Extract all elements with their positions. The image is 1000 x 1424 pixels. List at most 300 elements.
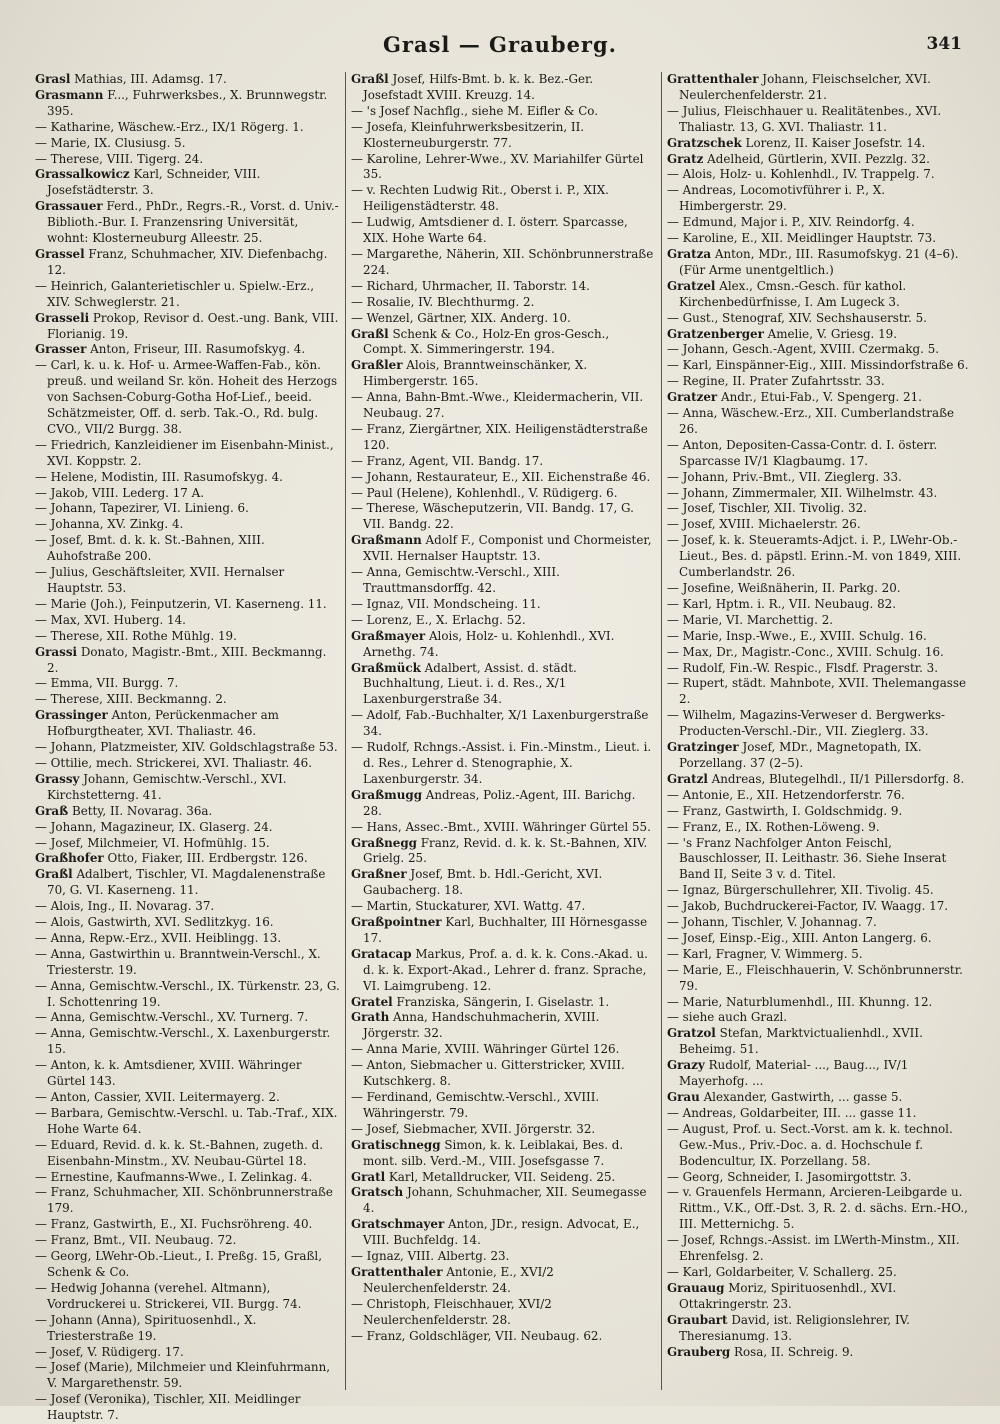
entry-details: — Alois, Holz- u. Kohlenhdl., IV. Trappelg. 7. (667, 167, 935, 182)
directory-entry (35, 979, 340, 1011)
directory-entry (35, 804, 340, 820)
entry-surname: Grasseli (35, 310, 90, 325)
entry-surname: Gratel (351, 994, 393, 1009)
entry-details: — Anna, Wäschew.-Erz., XII. Cumberlandstraße 26. (667, 406, 955, 436)
column-3 (662, 72, 978, 1390)
entry-details: — Franz, Schuhmacher, XII. Schönbrunnerstraße 179. (35, 1185, 333, 1216)
entry-details: — Rosalie, IV. Blechthurmg. 2. (351, 294, 535, 309)
directory-entry (351, 740, 656, 788)
entry-details: — Therese, VIII. Tigerg. 24. (35, 151, 204, 166)
directory-entry (35, 88, 340, 120)
directory-entry (667, 215, 973, 231)
entry-surname: Grazy (667, 1058, 705, 1073)
directory-entry (35, 772, 340, 804)
entry-details: — Therese, XIII. Beckmanng. 2. (35, 692, 227, 707)
directory-entry (667, 152, 973, 168)
entry-details: Andreas, Blutegelhdl., II/1 Pillersdorfg. 8. (711, 771, 965, 786)
entry-details: — Helene, Modistin, III. Rasumofskyg. 4. (35, 469, 283, 484)
entry-surname: Graßnegg (351, 835, 417, 850)
directory-entry (667, 1090, 973, 1106)
entry-details: — Josef, Rchngs.-Assist. im LWerth-Minstm., XII. Ehrenfelsg. 2. (667, 1233, 960, 1264)
entry-details: — Lorenz, E., X. Erlachg. 52. (351, 612, 526, 627)
directory-entry (35, 597, 340, 613)
directory-entry (35, 279, 340, 311)
directory-entry (351, 422, 656, 454)
entry-surname: Gratzl (667, 771, 708, 786)
entry-details: — Friedrich, Kanzleidiener im Eisenbahn-Minist., XVI. Koppstr. 2. (35, 437, 334, 468)
entry-details: Karl, Schneider, VIII. Josefstädterstr. 3. (47, 167, 261, 198)
entry-surname: Grau (667, 1090, 700, 1104)
entry-surname: Grattenthaler (351, 1264, 443, 1279)
entry-details: — Marie (Joh.), Feinputzerin, VI. Kaserneng. 11. (35, 596, 327, 611)
directory-entry (35, 708, 340, 740)
directory-entry (351, 613, 656, 629)
directory-entry (667, 613, 973, 629)
entry-details: Johann, Fleischselcher, XVI. Neulerchenfelderstr. 21. (679, 72, 931, 102)
entry-details: — Franz, E., IX. Rothen-Löweng. 9. (667, 819, 880, 834)
directory-entry (35, 247, 340, 279)
page-number: 341 (926, 34, 962, 54)
entry-details: — Margarethe, Näherin, XII. Schönbrunnerstraße 224. (351, 246, 654, 277)
entry-details: — Alois, Ing., II. Novarag. 37. (35, 899, 215, 914)
entry-details: — Johann, Zimmermaler, XII. Wilhelmstr. 43. (667, 485, 938, 500)
entry-details: — Johann, Restaurateur, E., XII. Eichenstraße 46. (351, 469, 651, 484)
directory-entry (667, 836, 973, 884)
entry-details: Adalbert, Tischler, VI. Magdalenenstraße 70, G. VI. Kaserneng. 11. (47, 867, 326, 898)
column-2 (346, 72, 662, 1390)
entry-surname: Grath (351, 1010, 390, 1025)
directory-entry (667, 183, 973, 215)
entry-details: — Anton, k. k. Amtsdiener, XVIII. Währinger Gürtel 143. (35, 1058, 302, 1089)
directory-entry (35, 1010, 340, 1026)
entry-details: Prokop, Revisor d. Oest.-ung. Bank, VIII. Florianig. 19. (47, 310, 339, 341)
directory-entry (351, 629, 656, 661)
entry-details: — Josef, Bmt. d. k. k. St.-Bahnen, XIII. Auhofstraße 200. (35, 533, 265, 564)
directory-entry (35, 470, 340, 486)
directory-entry (667, 342, 973, 358)
entry-details: — siehe auch Grazl. (667, 1010, 788, 1025)
entry-surname: Gratzol (667, 1026, 716, 1041)
entry-details: — Anton, Cassier, XVII. Leitermayerg. 2. (35, 1090, 280, 1104)
entry-surname: Graßler (351, 358, 403, 373)
entry-details: Ferd., PhDr., Regrs.-R., Vorst. d. Univ.-Biblioth.-Bur. I. Franzensring Universität, wohnt: Klosterneuburg Alleestr. 25. (47, 199, 339, 246)
entry-details: — Anton, Siebmacher u. Gitterstricker, XVIII. Kutschkerg. 8. (351, 1058, 625, 1089)
directory-entry (667, 533, 973, 581)
entry-details: — Regine, II. Prater Zufahrtsstr. 33. (667, 374, 885, 389)
directory-entry (351, 1090, 656, 1122)
directory-entry (667, 390, 973, 406)
directory-entry (351, 788, 656, 820)
entry-surname: Gratzinger (667, 740, 739, 755)
entry-surname: Grassinger (35, 708, 108, 723)
entry-surname: Grassy (35, 771, 80, 786)
entry-surname: Grasser (35, 342, 87, 357)
page-title: Grasl — Grauberg. (382, 32, 617, 57)
entry-details: Anton, JDr., resign. Advocat, E., VIII. Buchfeldg. 14. (363, 1217, 640, 1248)
entry-details: — Johann, Tischler, V. Johannag. 7. (667, 915, 877, 930)
directory-entry (667, 597, 973, 613)
entry-details: — Josef, Tischler, XII. Tivolig. 32. (667, 501, 867, 516)
entry-details: — Therese, XII. Rothe Mühlg. 19. (35, 628, 237, 643)
entry-surname: Graßl (351, 72, 389, 86)
entry-surname: Graßl (351, 326, 389, 341)
entry-details: — Karoline, E., XII. Meidlinger Hauptstr. 73. (667, 231, 937, 246)
directory-entry (351, 215, 656, 247)
entry-details: Anton, MDr., III. Rasumofskyg. 21 (4–6). (Für Arme unentgeltlich.) (679, 246, 959, 277)
directory-entry (35, 486, 340, 502)
directory-entry (351, 947, 656, 995)
directory-entry (351, 152, 656, 184)
entry-details: — Josefa, Kleinfuhrwerksbesitzerin, II. Klosterneuburgerstr. 77. (351, 119, 585, 150)
directory-entry (351, 486, 656, 502)
entry-details: — Ernestine, Kaufmanns-Wwe., I. Zelinkag. 4. (35, 1169, 313, 1184)
entry-details: — Ignaz, VII. Mondscheing. 11. (351, 596, 541, 611)
directory-entry (351, 104, 656, 120)
entry-surname: Gratzenberger (667, 326, 764, 341)
directory-entry (667, 104, 973, 136)
entry-details: — Marie, VI. Marchettig. 2. (667, 612, 834, 627)
directory-entry (667, 740, 973, 772)
entry-details: — August, Prof. u. Sect.-Vorst. am k. k. technol. Gew.-Mus., Priv.-Doc. a. d. Hochschule f. Bodencultur, IX. Porzellang. 58. (667, 1121, 953, 1168)
entry-details: — Georg, LWehr-Ob.-Lieut., I. Preßg. 15, Graßl, Schenk & Co. (35, 1249, 322, 1279)
entry-surname: Graßmugg (351, 787, 423, 802)
entry-details: Anna, Handschuhmacherin, XVIII. Jörgerstr. 32. (363, 1010, 600, 1041)
entry-details: — Rupert, städt. Mahnbote, XVII. Thelemangasse 2. (667, 676, 967, 707)
directory-entry (667, 247, 973, 279)
entry-surname: Graßpointner (351, 915, 442, 930)
directory-entry (667, 947, 973, 963)
directory-entry (351, 1185, 656, 1217)
entry-surname: Graßhofer (35, 851, 104, 866)
directory-entry (35, 947, 340, 979)
directory-entry (35, 311, 340, 343)
entry-details: — Wilhelm, Magazins-Verweser d. Bergwerks-Producten-Verschl.-Dir., VII. Zieglerg. 33. (667, 708, 946, 739)
directory-entry (351, 1297, 656, 1329)
directory-entry (667, 963, 973, 995)
directory-entry (35, 740, 340, 756)
directory-entry (667, 931, 973, 947)
directory-entry (35, 136, 340, 152)
directory-entry (351, 501, 656, 533)
directory-entry (667, 708, 973, 740)
directory-entry (351, 995, 656, 1011)
entry-details: — Johann, Magazineur, IX. Glaserg. 24. (35, 819, 273, 834)
entry-details: Donato, Magistr.-Bmt., XIII. Beckmanng. 2. (47, 644, 327, 675)
entry-details: — 's Franz Nachfolger Anton Feischl, Bauschlosser, II. Leithastr. 36. Siehe Inserat Band II, Seite 3 v. d. Titel. (667, 835, 947, 882)
directory-entry (667, 1122, 973, 1170)
entry-details: — Katharine, Wäschew.-Erz., IX/1 Rögerg. 1. (35, 119, 304, 134)
entry-surname: Gratschmayer (351, 1217, 445, 1232)
directory-entry (351, 1042, 656, 1058)
entry-details: — Gust., Stenograf, XIV. Sechshauserstr. 5. (667, 310, 927, 325)
directory-entry (35, 613, 340, 629)
directory-entry (35, 1392, 340, 1424)
entry-details: — Eduard, Revid. d. k. k. St.-Bahnen, zugeth. d. Eisenbahn-Minstm., XV. Neubau-Gürtel 18. (35, 1137, 324, 1168)
entry-details: — Andreas, Goldarbeiter, III. ... gasse 11. (667, 1105, 917, 1120)
entry-details: — Josef, Einsp.-Eig., XIII. Anton Langerg. 6. (667, 930, 932, 945)
directory-entry (667, 1106, 973, 1122)
entry-surname: Gratza (667, 246, 712, 261)
directory-entry (667, 645, 973, 661)
directory-entry (351, 915, 656, 947)
entry-details: — Paul (Helene), Kohlenhdl., V. Rüdigerg. 6. (351, 485, 618, 500)
entry-details: — Ludwig, Amtsdiener d. I. österr. Sparcasse, XIX. Hohe Warte 64. (351, 215, 628, 246)
directory-entry (351, 820, 656, 836)
entry-details: — Johann, Gesch.-Agent, XVIII. Czermakg. 5. (667, 342, 940, 357)
directory-entry (35, 438, 340, 470)
entry-details: F..., Fuhrwerksbes., X. Brunnwegstr. 395. (47, 87, 328, 118)
entry-details: Simon, k. k. Leiblakai, Bes. d. mont. silb. Verd.-M., VIII. Josefsgasse 7. (363, 1137, 624, 1168)
entry-details: — 's Josef Nachflg., siehe M. Eifler & Co. (351, 103, 599, 118)
directory-entry (351, 358, 656, 390)
entry-details: — Johanna, XV. Zinkg. 4. (35, 517, 184, 532)
directory-entry (667, 311, 973, 327)
directory-entry (667, 629, 973, 645)
entry-details: Amelie, V. Griesg. 19. (767, 326, 898, 341)
directory-entry (351, 1058, 656, 1090)
directory-entry (351, 327, 656, 359)
entry-details: — Ignaz, VIII. Albertg. 23. (351, 1249, 510, 1264)
directory-entry (667, 358, 973, 374)
entry-details: Betty, II. Novarag. 36a. (71, 803, 213, 818)
entry-details: Schenk & Co., Holz-En gros-Gesch., Compt. X. Simmeringerstr. 194. (363, 326, 610, 357)
entry-details: — Josef, V. Rüdigerg. 17. (35, 1344, 184, 1359)
directory-entry (351, 295, 656, 311)
directory-entry (667, 470, 973, 486)
entry-details: — Anna Marie, XVIII. Währinger Gürtel 126. (351, 1042, 620, 1057)
directory-entry (351, 183, 656, 215)
directory-entry (667, 820, 973, 836)
entry-details: — Karoline, Lehrer-Wwe., XV. Mariahilfer Gürtel 35. (351, 151, 644, 182)
entry-details: — Marie, IX. Clusiusg. 5. (35, 135, 186, 150)
entry-surname: Gratzschek (667, 135, 742, 150)
entry-details: — Max, Dr., Magistr.-Conc., XVIII. Schulg. 16. (667, 644, 944, 659)
directory-entry (35, 565, 340, 597)
entry-surname: Grasl (35, 72, 71, 86)
entry-details: Franz, Revid. d. k. k. St.-Bahnen, XIV. Grielg. 25. (363, 835, 648, 866)
entry-details: — Rudolf, Fin.-W. Respic., Flsdf. Pragerstr. 3. (667, 660, 939, 675)
entry-details: — Johann, Tapezirer, VI. Linieng. 6. (35, 501, 249, 516)
directory-entry (351, 708, 656, 740)
entry-details: Antonie, E., XVI/2 Neulerchenfelderstr. 24. (363, 1264, 554, 1295)
entry-surname: Gratischnegg (351, 1137, 441, 1152)
directory-entry (667, 231, 973, 247)
entry-details: Josef, MDr., Magnetopath, IX. Porzellang. 37 (2–5). (679, 740, 922, 770)
directory-entry (35, 820, 340, 836)
entry-details: Otto, Fiaker, III. Erdbergstr. 126. (107, 851, 308, 866)
directory-entry (667, 374, 973, 390)
entry-details: — Hedwig Johanna (verehel. Altmann), Vordruckerei u. Strickerei, VII. Burgg. 74. (35, 1280, 302, 1311)
entry-details: Anton, Perückenmacher am Hofburgtheater, XVI. Thaliastr. 46. (47, 708, 279, 739)
entry-details: — Jakob, Buchdruckerei-Factor, IV. Waagg. 17. (667, 899, 949, 914)
directory-entry (35, 645, 340, 677)
directory-entry (351, 533, 656, 565)
directory-entry (351, 836, 656, 868)
directory-entry (667, 406, 973, 438)
directory-entry (35, 676, 340, 692)
directory-entry (35, 72, 340, 88)
entry-surname: Gratacap (351, 946, 412, 961)
directory-entry (35, 1281, 340, 1313)
entry-details: — Karl, Goldarbeiter, V. Schallerg. 25. (667, 1264, 897, 1279)
columns (30, 72, 978, 1423)
entry-details: — Johann, Priv.-Bmt., VII. Zieglerg. 33. (667, 469, 902, 484)
directory-entry (35, 931, 340, 947)
directory-entry (35, 358, 340, 438)
entry-details: Franziska, Sängerin, I. Giselastr. 1. (396, 994, 610, 1009)
entry-details: — Josef, Siebmacher, XVII. Jörgerstr. 32. (351, 1121, 596, 1136)
entry-details: David, ist. Religionslehrer, IV. Theresianumg. 13. (679, 1312, 910, 1343)
directory-entry (35, 1106, 340, 1138)
entry-details: Adalbert, Assist. d. städt. Buchhaltung, Lieut. i. d. Res., X/1 Laxenburgerstraße 34. (363, 660, 577, 707)
page-header (0, 28, 1000, 62)
entry-details: Alois, Branntweinschänker, X. Himbergerstr. 165. (363, 358, 588, 389)
entry-details: — Anna, Gastwirthin u. Branntwein-Verschl., X. Triesterstr. 19. (35, 946, 321, 977)
entry-surname: Graß (35, 803, 69, 818)
entry-details: — Rudolf, Rchngs.-Assist. i. Fin.-Minstm., Lieut. i. d. Res., Lehrer d. Stenographie, X. Laxenburgerstr. 34. (351, 740, 652, 786)
directory-entry (351, 390, 656, 422)
entry-surname: Grassel (35, 246, 85, 261)
directory-entry (35, 629, 340, 645)
directory-entry (351, 120, 656, 152)
entry-details: — Barbara, Gemischtw.-Verschl. u. Tab.-Traf., XIX. Hohe Warte 64. (35, 1105, 338, 1136)
directory-entry (351, 597, 656, 613)
entry-surname: Grauaug (667, 1280, 725, 1295)
entry-details: Adelheid, Gürtlerin, XVII. Pezzlg. 32. (707, 151, 930, 166)
entry-details: — Ignaz, Bürgerschullehrer, XII. Tivolig. 45. (667, 883, 934, 898)
directory-entry (667, 581, 973, 597)
entry-details: Adolf F., Componist und Chormeister, XVII. Hernalser Hauptstr. 13. (363, 533, 652, 564)
entry-surname: Gratl (351, 1169, 386, 1184)
directory-entry (35, 1360, 340, 1392)
directory-entry (35, 1233, 340, 1249)
entry-details: Johann, Gemischtw.-Verschl., XVI. Kirchstetterng. 41. (47, 771, 287, 802)
directory-entry (351, 867, 656, 899)
entry-details: — Edmund, Major i. P., XIV. Reindorfg. 4. (667, 215, 915, 230)
directory-entry (35, 1138, 340, 1170)
entry-details: — Jakob, VIII. Lederg. 17 A. (35, 485, 205, 500)
directory-entry (35, 167, 340, 199)
entry-details: — Martin, Stuckaturer, XVI. Wattg. 47. (351, 899, 586, 914)
directory-entry (35, 1249, 340, 1281)
entry-surname: Grassalkowicz (35, 167, 130, 182)
entry-details: — v. Rechten Ludwig Rit., Oberst i. P., XIX. Heiligenstädterstr. 48. (351, 183, 609, 214)
directory-entry (667, 804, 973, 820)
directory-entry (667, 899, 973, 915)
directory-entry (351, 454, 656, 470)
directory-entry (667, 517, 973, 533)
directory-entry (35, 1170, 340, 1186)
directory-entry (351, 1217, 656, 1249)
directory-entry (35, 1185, 340, 1217)
directory-entry (667, 486, 973, 502)
entry-details: Markus, Prof. a. d. k. k. Cons.-Akad. u. d. k. k. Export-Akad., Lehrer d. franz. Sprache, VI. Laimgrubeng. 12. (363, 946, 648, 993)
entry-details: — Anna, Gemischtw.-Verschl., X. Laxenburgerstr. 15. (35, 1026, 331, 1057)
entry-details: Johann, Schuhmacher, XII. Seumegasse 4. (363, 1185, 647, 1216)
entry-details: Josef, Bmt. b. Hdl.-Gericht, XVI. Gaubacherg. 18. (363, 867, 603, 898)
entry-details: — Max, XVI. Huberg. 14. (35, 612, 186, 627)
entry-details: Josef, Hilfs-Bmt. b. k. k. Bez.-Ger. Josefstadt XVIII. Kreuzg. 14. (363, 72, 594, 102)
entry-details: — Franz, Bmt., VII. Neubaug. 72. (35, 1233, 237, 1248)
entry-details: — Johann, Platzmeister, XIV. Goldschlagstraße 53. (35, 740, 338, 755)
entry-surname: Grasmann (35, 87, 104, 102)
directory-entry (35, 501, 340, 517)
entry-details: Karl, Buchhalter, III Hörnesgasse 17. (363, 915, 648, 945)
directory-entry (351, 311, 656, 327)
entry-details: — Johann (Anna), Spirituosenhdl., X. Triesterstraße 19. (35, 1312, 257, 1343)
entry-surname: Graßl (35, 867, 73, 882)
entry-details: Anton, Friseur, III. Rasumofskyg. 4. (90, 342, 306, 357)
entry-details: Andreas, Poliz.-Agent, III. Barichg. 28. (363, 787, 636, 818)
entry-surname: Gratzel (667, 278, 716, 293)
directory-entry (35, 533, 340, 565)
entry-surname: Graßmayer (351, 628, 426, 643)
entry-details: — Georg, Schneider, I. Jasomirgottstr. 3. (667, 1169, 912, 1184)
entry-details: — Andreas, Locomotivführer i. P., X. Himbergerstr. 29. (667, 183, 886, 214)
directory-entry (667, 1265, 973, 1281)
directory-entry (351, 1122, 656, 1138)
entry-surname: Grassi (35, 644, 78, 659)
directory-entry (35, 692, 340, 708)
directory-entry (35, 867, 340, 899)
entry-details: — Marie, Insp.-Wwe., E., XVIII. Schulg. 16. (667, 628, 927, 643)
directory-entry (351, 1265, 656, 1297)
entry-details: — Alois, Gastwirth, XVI. Sedlitzkyg. 16. (35, 915, 274, 930)
entry-surname: Graubart (667, 1312, 728, 1327)
directory-entry (667, 438, 973, 470)
directory-entry (35, 517, 340, 533)
entry-details: — Julius, Fleischhauer u. Realitätenbes., XVI. Thaliastr. 13, G. XVI. Thaliastr. 11. (667, 103, 942, 134)
entry-details: — Anna, Repw.-Erz., XVII. Heiblingg. 13. (35, 930, 282, 945)
entry-surname: Grattenthaler (667, 72, 759, 86)
entry-details: — v. Grauenfels Hermann, Arcieren-Leibgarde u. Rittm., V.K., Off.-Dst. 3, R. 2. d. sächs. Ern.-HO., III. Metternichg. 5. (667, 1185, 968, 1232)
entry-details: — Emma, VII. Burgg. 7. (35, 676, 179, 691)
entry-surname: Gratsch (351, 1185, 404, 1200)
directory-entry (351, 1010, 656, 1042)
entry-details: — Heinrich, Galanterietischler u. Spielw.-Erz., XIV. Schweglerstr. 21. (35, 278, 315, 309)
directory-entry (35, 199, 340, 247)
directory-entry (351, 1249, 656, 1265)
entry-details: — Josef (Veronika), Tischler, XII. Meidlinger Hauptstr. 7. (35, 1392, 301, 1423)
entry-details: Alois, Holz- u. Kohlenhdl., XVI. Arnethg. 74. (363, 628, 615, 659)
entry-details: — Franz, Ziergärtner, XIX. Heiligenstädterstraße 120. (351, 421, 648, 452)
entry-details: — Therese, Wäscheputzerin, VII. Bandg. 17, G. VII. Bandg. 22. (351, 501, 634, 532)
directory-entry (351, 899, 656, 915)
entry-surname: Gratzer (667, 390, 718, 405)
directory-entry (35, 152, 340, 168)
entry-details: — Richard, Uhrmacher, II. Taborstr. 14. (351, 278, 590, 293)
entry-details: — Adolf, Fab.-Buchhalter, X/1 Laxenburgerstraße 34. (351, 708, 649, 739)
entry-details: — Carl, k. u. k. Hof- u. Armee-Waffen-Fab., kön. preuß. und weiland Sr. kön. Hoheit des Herzogs von Sachsen-Coburg-Gotha Hof-Lief., beeid. Schätzmeister, Off. d. serb. Tak.-O., Rd. bulg. CVO., VII/2 Burgg. 38. (35, 358, 338, 436)
directory-entry (667, 279, 973, 311)
entry-details: Rudolf, Material- ..., Baug..., IV/1 Mayerhofg. ... (679, 1058, 909, 1089)
entry-details: Karl, Metalldrucker, VII. Seideng. 25. (388, 1169, 616, 1184)
directory-entry (351, 470, 656, 486)
entry-details: — Karl, Hptm. i. R., VII. Neubaug. 82. (667, 596, 897, 611)
directory-entry (35, 1058, 340, 1090)
entry-details: — Karl, Fragner, V. Wimmerg. 5. (667, 946, 863, 961)
entry-surname: Graßmück (351, 660, 421, 675)
directory-entry (35, 1217, 340, 1233)
directory-entry (667, 327, 973, 343)
entry-details: Franz, Schuhmacher, XIV. Diefenbachg. 12. (47, 246, 328, 277)
directory-entry (667, 772, 973, 788)
directory-entry (351, 565, 656, 597)
entry-details: — Franz, Gastwirth, E., XI. Fuchsröhreng. 40. (35, 1217, 313, 1232)
directory-entry (35, 1345, 340, 1361)
entry-details: — Franz, Gastwirth, I. Goldschmidg. 9. (667, 803, 903, 818)
directory-entry (35, 120, 340, 136)
